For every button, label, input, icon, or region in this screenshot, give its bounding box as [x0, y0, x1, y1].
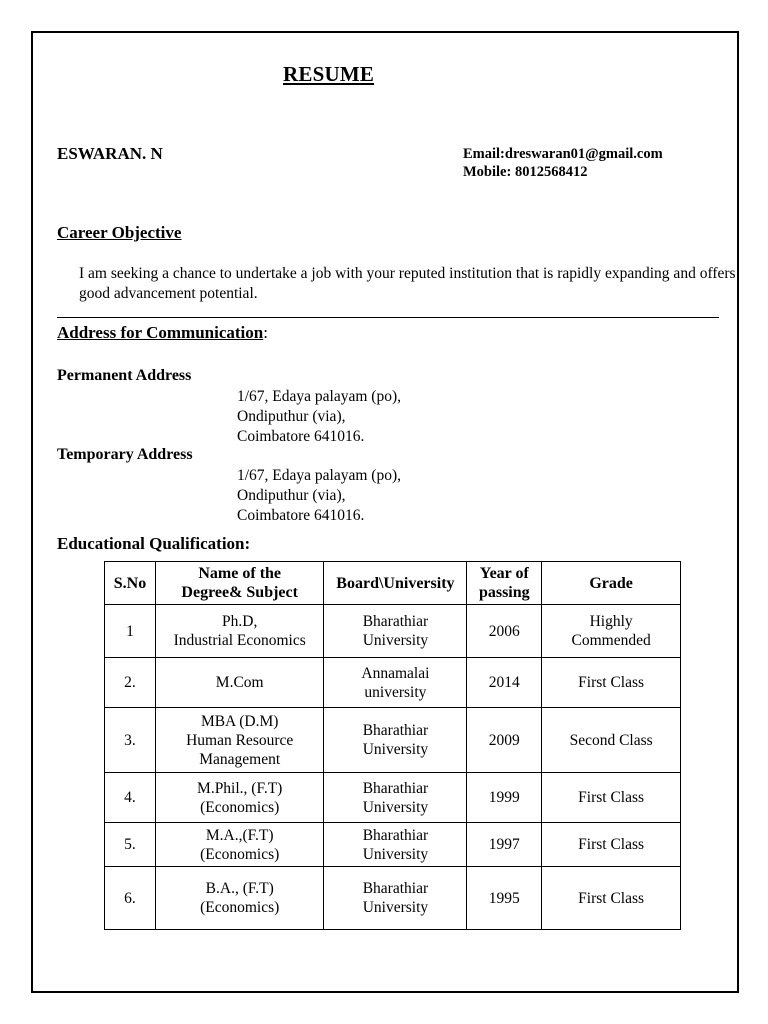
header-year-line: Year of: [479, 565, 529, 582]
candidate-name: ESWARAN. N: [57, 144, 163, 163]
cell-degree-line: (Economics): [200, 798, 280, 816]
table-row: [105, 867, 681, 930]
cell-degree-line: MBA (D.M): [200, 712, 279, 730]
table-row: [105, 823, 681, 867]
address-heading: [57, 323, 268, 343]
cell-year: 1995: [467, 867, 542, 930]
header-year: [467, 562, 542, 605]
cell-grade: First Class: [542, 658, 681, 708]
permanent-address-line: Ondiputhur (via),: [237, 408, 346, 425]
header-year-line: passing: [478, 584, 530, 601]
cell-board-line: university: [364, 683, 427, 701]
temporary-address-line: 1/67, Edaya palayam (po),: [237, 467, 401, 484]
cell-degree: [155, 867, 324, 930]
cell-sno: 1: [105, 605, 156, 658]
address-heading-colon: :: [263, 323, 268, 342]
career-objective-text: I am seeking a chance to undertake a job with your reputed institution that is rapidly expanding and offers good advancement potential.: [79, 265, 736, 302]
cell-sno: 4.: [105, 773, 156, 823]
table-row: [105, 708, 681, 773]
cell-degree-line: M.Phil., (F.T): [197, 779, 283, 797]
cell-year: 2014: [467, 658, 542, 708]
cell-grade: First Class: [542, 867, 681, 930]
cell-board-line: Annamalai: [361, 664, 430, 682]
header-degree-line: Degree& Subject: [181, 584, 298, 601]
cell-board-line: Bharathiar: [362, 722, 429, 739]
cell-board-line: Bharathiar: [362, 613, 429, 630]
cell-board-line: University: [362, 632, 429, 649]
cell-degree-line: B.A., (F.T): [205, 880, 274, 897]
cell-year: 2006: [467, 605, 542, 658]
cell-board: [324, 823, 467, 867]
cell-degree-line: Management: [199, 750, 281, 768]
cell-board: [324, 708, 467, 773]
cell-degree: M.Com: [155, 658, 324, 708]
email-address[interactable]: Email:dreswaran01@gmail.com: [463, 146, 663, 162]
cell-grade: First Class: [542, 823, 681, 867]
table-row: [105, 773, 681, 823]
cell-board-line: University: [362, 741, 429, 758]
cell-year: 1997: [467, 823, 542, 867]
table-row: [105, 658, 681, 708]
temporary-address: [237, 466, 401, 526]
cell-degree: [155, 708, 324, 773]
cell-board-line: University: [362, 899, 429, 916]
cell-board: [324, 867, 467, 930]
cell-board-line: Bharathiar: [362, 880, 429, 897]
education-table: [104, 561, 681, 930]
header-sno: S.No: [105, 562, 156, 605]
permanent-address: [237, 387, 401, 447]
cell-grade: Second Class: [542, 708, 681, 773]
cell-board-line: Bharathiar: [362, 826, 429, 844]
cell-degree: [155, 773, 324, 823]
header-board: Board\University: [324, 562, 467, 605]
cell-degree: [155, 823, 324, 867]
table-header-row: [105, 562, 681, 605]
header-degree: [155, 562, 324, 605]
cell-grade-line: Commended: [571, 632, 651, 649]
permanent-address-line: 1/67, Edaya palayam (po),: [237, 388, 401, 405]
cell-year: 1999: [467, 773, 542, 823]
document-title: RESUME: [283, 62, 375, 86]
address-heading-text: Address for Communication: [57, 323, 264, 342]
cell-sno: 3.: [105, 708, 156, 773]
education-heading: Educational Qualification:: [57, 534, 251, 553]
cell-board: [324, 773, 467, 823]
cell-board-line: University: [362, 798, 429, 816]
cell-degree: [155, 605, 324, 658]
cell-grade: First Class: [542, 773, 681, 823]
cell-sno: 2.: [105, 658, 156, 708]
temporary-address-line: Coimbatore 641016.: [237, 507, 365, 524]
cell-degree-line: (Economics): [200, 899, 280, 916]
cell-degree-line: (Economics): [200, 845, 280, 863]
cell-grade-line: Highly: [589, 613, 633, 630]
header-grade: Grade: [542, 562, 681, 605]
table-row: [105, 605, 681, 658]
temporary-address-label: Temporary Address: [57, 446, 193, 463]
permanent-address-label: Permanent Address: [57, 367, 192, 384]
career-objective-heading: Career Objective: [57, 223, 182, 242]
cell-sno: 6.: [105, 867, 156, 930]
permanent-address-line: Coimbatore 641016.: [237, 428, 365, 445]
cell-year: 2009: [467, 708, 542, 773]
cell-grade: [542, 605, 681, 658]
cell-degree-line: Human Resource: [186, 731, 294, 749]
mobile-number: Mobile: 8012568412: [463, 164, 588, 180]
cell-board: [324, 605, 467, 658]
cell-sno: 5.: [105, 823, 156, 867]
cell-board-line: Bharathiar: [362, 779, 429, 797]
cell-degree-line: Industrial Economics: [173, 632, 306, 649]
cell-board: [324, 658, 467, 708]
section-divider: [57, 317, 719, 318]
cell-degree-line: M.A.,(F.T): [205, 826, 274, 844]
cell-board-line: University: [362, 845, 429, 863]
cell-degree-line: Ph.D,: [222, 613, 258, 630]
temporary-address-line: Ondiputhur (via),: [237, 487, 346, 504]
header-degree-line: Name of the: [198, 565, 282, 582]
